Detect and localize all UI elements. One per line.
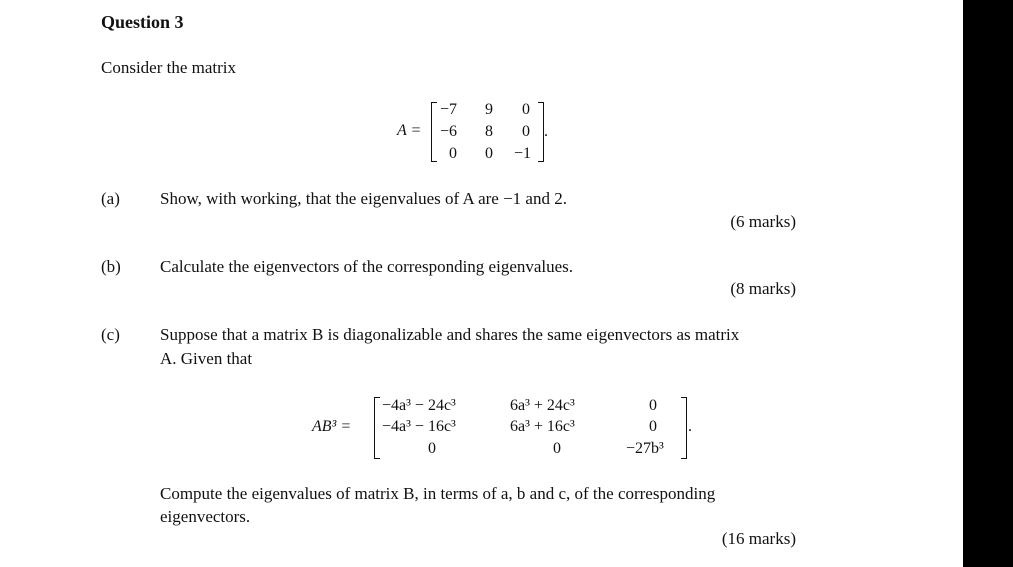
part-a-marks: (6 marks)	[730, 212, 796, 231]
matrix-cell: 0	[553, 440, 561, 457]
part-b-label: (b)	[101, 257, 121, 276]
right-edge-bar	[963, 0, 1013, 567]
question-title: Question 3	[101, 12, 184, 32]
part-a-label: (a)	[101, 189, 120, 208]
matrix-ab3-name: AB³ =	[312, 418, 352, 435]
matrix-a-name: A =	[397, 122, 422, 139]
part-c-marks: (16 marks)	[721, 529, 796, 548]
matrix-ab3-left-bracket	[374, 397, 380, 459]
part-c-text-line1: Suppose that a matrix B is diagonalizable and shares the same eigenvectors as matrix	[160, 325, 740, 344]
matrix-cell: 0	[522, 123, 530, 140]
matrix-cell: −1	[514, 145, 532, 162]
part-a-text: Show, with working, that the eigenvalues of A are −1 and 2.	[160, 189, 567, 208]
matrix-a-trailing-period: .	[544, 123, 548, 140]
matrix-cell: −4a³ − 16c³	[382, 418, 456, 435]
matrix-ab3-trailing-period: .	[688, 418, 692, 435]
part-c-text-line2: A. Given that	[160, 349, 253, 368]
matrix-cell: 6a³ + 24c³	[510, 397, 575, 414]
part-b-marks: (8 marks)	[730, 279, 796, 298]
matrix-cell: −4a³ − 24c³	[382, 397, 456, 414]
matrix-cell: 6a³ + 16c³	[510, 418, 575, 435]
matrix-cell: 0	[428, 440, 436, 457]
matrix-cell: −7	[440, 101, 458, 118]
matrix-cell: 0	[649, 397, 657, 414]
matrix-cell: 0	[649, 418, 657, 435]
part-c-compute-line2: eigenvectors.	[160, 507, 251, 526]
part-c-label: (c)	[101, 325, 120, 344]
matrix-a-left-bracket	[431, 102, 437, 162]
intro-text: Consider the matrix	[101, 58, 237, 77]
part-c-compute-line1: Compute the eigenvalues of matrix B, in terms of a, b and c, of the corresponding	[160, 484, 716, 503]
matrix-cell: 0	[485, 145, 493, 162]
matrix-cell: −6	[440, 123, 458, 140]
matrix-cell: 0	[522, 101, 530, 118]
matrix-ab3-right-bracket	[681, 397, 687, 459]
part-b-text: Calculate the eigenvectors of the corresponding eigenvalues.	[160, 257, 574, 276]
matrix-cell: 9	[485, 101, 493, 118]
matrix-cell: −27b³	[626, 440, 664, 457]
matrix-cell: 8	[485, 123, 493, 140]
matrix-cell: 0	[449, 145, 457, 162]
